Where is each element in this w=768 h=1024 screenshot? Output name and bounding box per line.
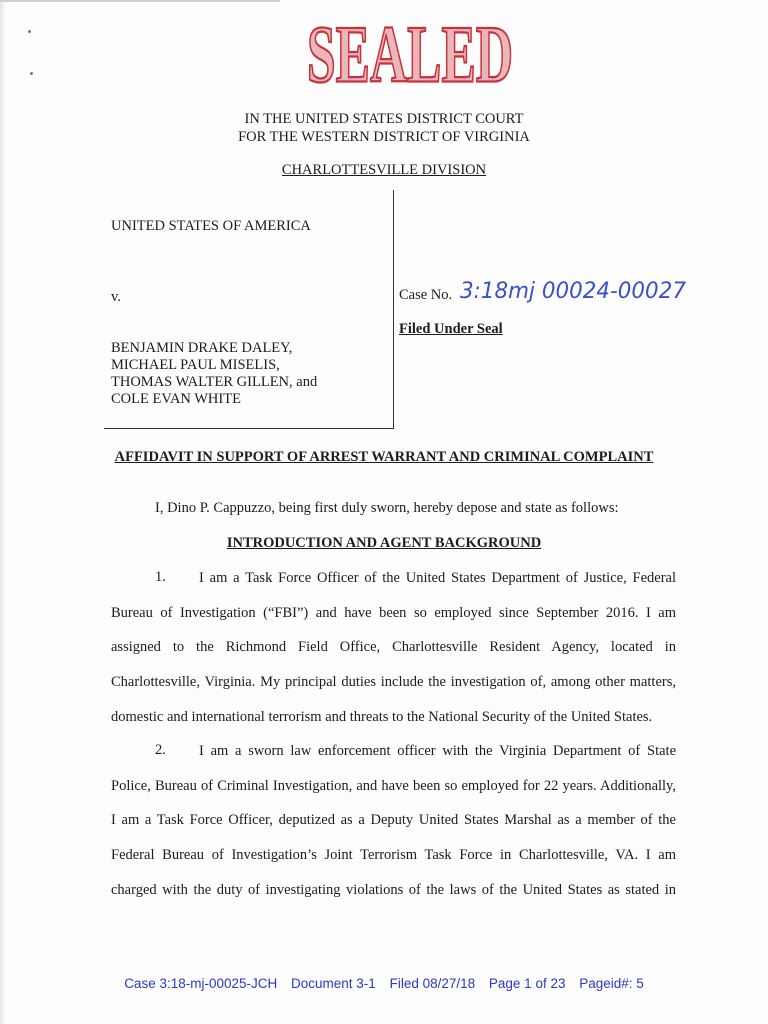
paragraph-number: 2.: [155, 742, 166, 758]
scan-top-line: [0, 0, 280, 2]
paragraph-line: I am a Task Force Officer, deputized as a Deputy United States Marshal as a member of the: [111, 812, 676, 829]
intro-statement: I, Dino P. Cappuzzo, being first duly sworn, hereby depose and state as follows:: [155, 500, 619, 516]
handwritten-case-number: [458, 272, 690, 312]
paragraph-line: Charlottesville, Virginia. My principal duties include the investigation of, among other matters,: [111, 674, 676, 691]
svg-text:3:18mj 00024-00027: 3:18mj 00024-00027: [460, 279, 686, 304]
section-heading: INTRODUCTION AND AGENT BACKGROUND: [226, 535, 542, 551]
defendant-name: MICHAEL PAUL MISELIS,: [111, 357, 280, 373]
scan-speck: [28, 30, 31, 33]
footer-case: Case 3:18-mj-00025-JCH: [124, 976, 278, 991]
ecf-footer: [0, 976, 768, 991]
scan-speck: [30, 72, 33, 75]
case-number-label: Case No.: [399, 287, 453, 303]
caption-divider-vertical: [393, 190, 394, 428]
paragraph-line: Bureau of Investigation (“FBI”) and have been so employed since September 2016. I am: [111, 604, 676, 621]
paragraph-line: Federal Bureau of Investigation’s Joint Terrorism Task Force in Charlottesville, VA. I am: [111, 847, 676, 864]
defendant-name: COLE EVAN WHITE: [111, 391, 241, 407]
paragraph-line: charged with the duty of investigating violations of the laws of the United States as stated in: [111, 881, 676, 898]
paragraph-2: [111, 734, 676, 907]
caption-divider-horizontal: [104, 428, 394, 429]
document-title: AFFIDAVIT IN SUPPORT OF ARREST WARRANT AND CRIMINAL COMPLAINT: [114, 449, 654, 465]
svg-text:SEALED: SEALED: [307, 9, 513, 86]
paragraph-1: [111, 561, 676, 734]
svg-text:SEALED: SEALED: [307, 9, 513, 86]
versus-label: v.: [111, 289, 121, 305]
court-name-line2: FOR THE WESTERN DISTRICT OF VIRGINIA: [238, 129, 530, 145]
defendant-name: THOMAS WALTER GILLEN, and: [111, 374, 318, 390]
plaintiff-name: UNITED STATES OF AMERICA: [111, 218, 311, 234]
footer-document: Document 3-1: [291, 976, 376, 991]
paragraph-line: assigned to the Richmond Field Office, Charlottesville Resident Agency, located in: [111, 639, 676, 656]
footer-filed: Filed 08/27/18: [389, 976, 476, 991]
footer-page: Page 1 of 23: [488, 976, 566, 991]
paragraph-line: Police, Bureau of Criminal Investigation, and have been so employed for 22 years. Additionally,: [111, 777, 676, 794]
court-name-line1: IN THE UNITED STATES DISTRICT COURT: [244, 111, 524, 127]
scan-edge-shadow: [0, 0, 6, 1024]
court-division: CHARLOTTESVILLE DIVISION: [281, 162, 487, 178]
footer-pageid: Pageid#: 5: [579, 976, 644, 991]
paragraph-number: 1.: [155, 569, 166, 585]
defendant-name: BENJAMIN DRAKE DALEY,: [111, 340, 293, 356]
paragraph-line: domestic and international terrorism and threats to the National Security of the United States.: [111, 708, 653, 725]
filed-under-seal-label: Filed Under Seal: [399, 321, 503, 337]
sealed-stamp: [303, 6, 517, 86]
paragraph-line: I am a sworn law enforcement officer with the Virginia Department of State: [199, 743, 676, 759]
paragraph-line: I am a Task Force Officer of the United States Department of Justice, Federal: [199, 570, 676, 586]
